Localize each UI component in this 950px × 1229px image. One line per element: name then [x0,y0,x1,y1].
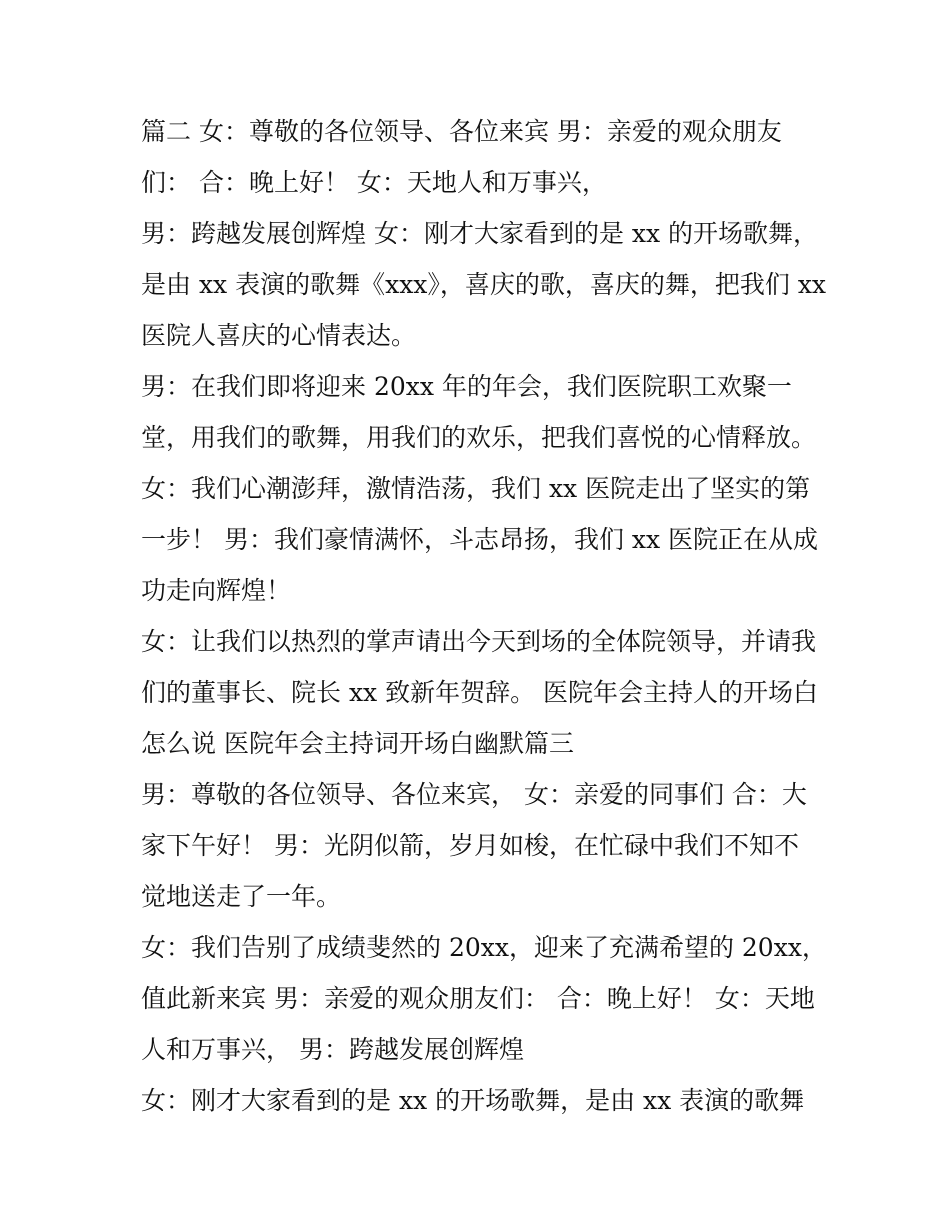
text-line: 女：刚才大家看到的是 xx 的开场歌舞，是由 xx 表演的歌舞 [141,1086,805,1115]
text-line: 们： 合：晚上好！ 女：天地人和万事兴， [141,168,607,197]
text-line: 怎么说 医院年会主持词开场白幽默篇三 [141,729,574,758]
text-line: 医院人喜庆的心情表达。 [141,321,417,350]
text-line: 是由 xx 表演的歌舞《xxx》，喜庆的歌，喜庆的舞，把我们 xx [141,270,827,299]
text-line: 一步！ 男：我们豪情满怀，斗志昂扬，我们 xx 医院正在从成 [141,525,819,554]
text-line: 们的董事长、院长 xx 致新年贺辞。 医院年会主持人的开场白 [141,678,819,707]
text-line: 功走向辉煌！ [141,576,292,605]
text-line: 人和万事兴， 男：跨越发展创辉煌 [141,1035,524,1064]
text-line: 男：尊敬的各位领导、各位来宾， 女：亲爱的同事们 合：大 [141,780,807,809]
text-line: 女：我们告别了成绩斐然的 20xx，迎来了充满希望的 20xx， [141,933,827,962]
text-line: 女：我们心潮澎拜，激情浩荡，我们 xx 医院走出了坚实的第 [141,474,811,503]
text-line: 男：跨越发展创辉煌 女：刚才大家看到的是 xx 的开场歌舞， [141,219,819,248]
text-line: 堂，用我们的歌舞，用我们的欢乐，把我们喜悦的心情释放。 [141,423,817,452]
text-line: 男：在我们即将迎来 20xx 年的年会，我们医院职工欢聚一 [141,372,792,401]
text-line: 女：让我们以热烈的掌声请出今天到场的全体院领导，并请我 [141,627,817,656]
document-body [141,106,841,1126]
text-line: 觉地送走了一年。 [141,882,342,911]
text-line: 值此新来宾 男：亲爱的观众朋友们： 合：晚上好！ 女：天地 [141,984,815,1013]
text-line: 篇二 女：尊敬的各位领导、各位来宾 男：亲爱的观众朋友 [141,117,782,146]
text-line: 家下午好！ 男：光阴似箭，岁月如梭，在忙碌中我们不知不 [141,831,799,860]
